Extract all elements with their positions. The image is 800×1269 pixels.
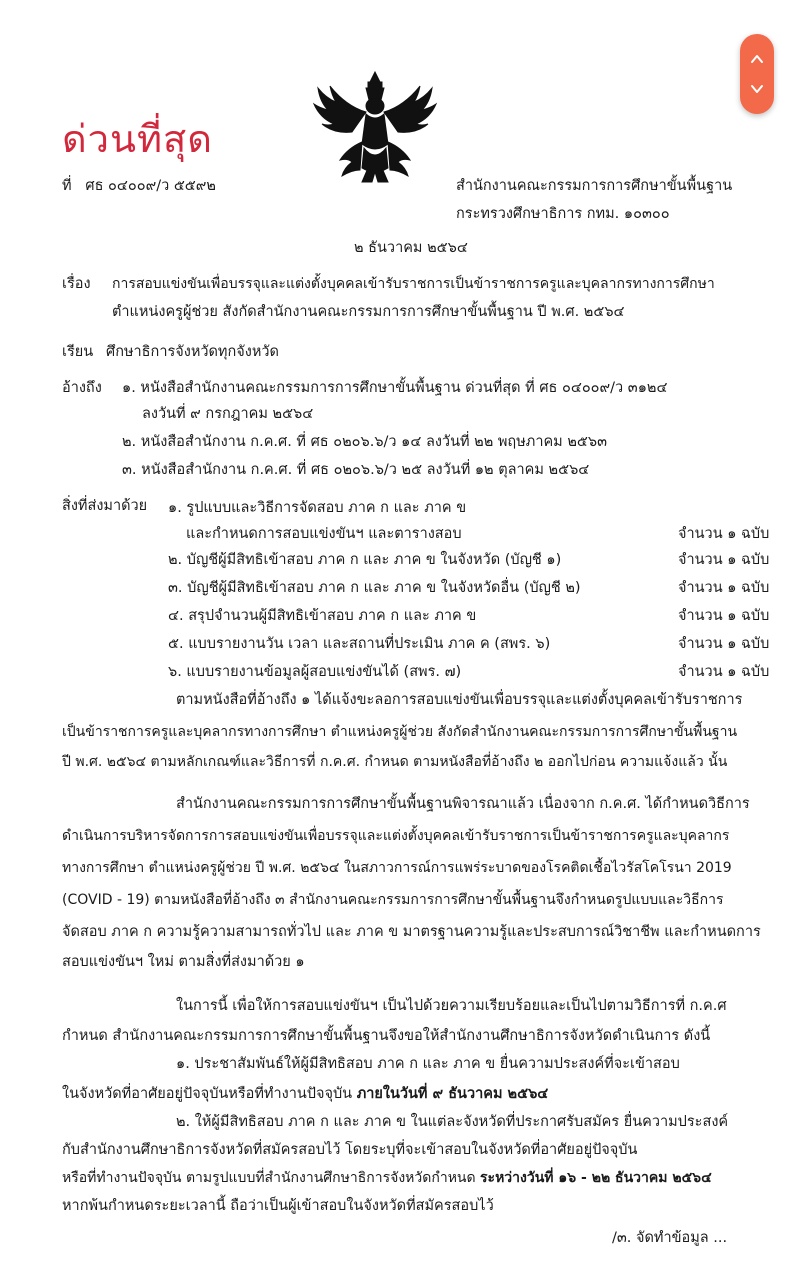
deadline-text: ภายในวันที่ ๙ ธันวาคม ๒๕๖๔ (356, 1086, 549, 1102)
salutation-label: เรียน (62, 344, 94, 360)
subject-line-2: ตำแหน่งครูผู้ช่วย สังกัดสำนักงานคณะกรรมการการศึกษาขั้นพื้นฐาน ปี พ.ศ. ๒๕๖๔ (112, 304, 625, 320)
body-paragraph-2-line: ทางการศึกษา ตำแหน่งครูผู้ช่วย ปี พ.ศ. ๒๕๖๔ ในสภาวการณ์การแพร่ระบาดของโรคติดเชื้อไวรัสโคโรนา 2019 (62, 860, 732, 876)
instruction-item-2-continued: กับสำนักงานศึกษาธิการจังหวัดที่สมัครสอบไว้ โดยระบุที่จะเข้าสอบในจังหวัดที่อาศัยอยู่ปัจจุบัน (62, 1142, 638, 1158)
office-name: สำนักงานคณะกรรมการการศึกษาขั้นพื้นฐาน (456, 178, 733, 194)
instruction-item-1: ๑. ประชาสัมพันธ์ให้ผู้มีสิทธิสอบ ภาค ก และ ภาค ข ยื่นความประสงค์ที่จะเข้าสอบ (176, 1056, 680, 1072)
instruction-text: หรือที่ทำงานปัจจุบัน ตามรูปแบบที่สำนักงานศึกษาธิการจังหวัดกำหนด (62, 1170, 481, 1186)
body-paragraph-3-line: กำหนด สำนักงานคณะกรรมการการศึกษาขั้นพื้นฐานจึงขอให้สำนักงานศึกษาธิการจังหวัดดำเนินการ ดังนี้ (62, 1028, 711, 1044)
attachments-label: สิ่งที่ส่งมาด้วย (62, 498, 148, 514)
body-paragraph-1-line: ปี พ.ศ. ๒๕๖๔ ตามหลักเกณฑ์และวิธีการที่ ก.ค.ศ. กำหนด ตามหนังสือที่อ้างถึง ๒ ออกไปก่อน ความแจ้งแล้ว นั้น (62, 754, 728, 770)
instruction-item-2-continued: หากพ้นกำหนดระยะเวลานี้ ถือว่าเป็นผู้เข้าสอบในจังหวัดที่สมัครสอบไว้ (62, 1198, 494, 1214)
garuda-emblem-icon (304, 68, 446, 186)
attachment-item: ๓. บัญชีผู้มีสิทธิเข้าสอบ ภาค ก และ ภาค ข ในจังหวัดอื่น (บัญชี ๒) (168, 580, 581, 596)
page-continuation: /๓. จัดทำข้อมูล ... (612, 1230, 728, 1246)
attachment-count: จำนวน ๑ ฉบับ (678, 526, 770, 542)
chevron-up-icon[interactable] (750, 52, 764, 66)
office-address: กระทรวงศึกษาธิการ กทม. ๑๐๓๐๐ (456, 206, 670, 222)
reference-item-3: ๓. หนังสือสำนักงาน ก.ค.ศ. ที่ ศธ ๐๒๐๖.๖/ว ๒๕ ลงวันที่ ๑๒ ตุลาคม ๒๕๖๔ (122, 462, 590, 478)
body-paragraph-2-line: สอบแข่งขันฯ ใหม่ ตามสิ่งที่ส่งมาด้วย ๑ (62, 954, 305, 970)
body-paragraph-2-line: สำนักงานคณะกรรมการการศึกษาขั้นพื้นฐานพิจารณาแล้ว เนื่องจาก ก.ค.ศ. ได้กำหนดวิธีการ (176, 796, 750, 812)
body-paragraph-2-line: ดำเนินการบริหารจัดการการสอบแข่งขันเพื่อบรรจุและแต่งตั้งบุคคลเข้ารับราชการเป็นข้าราชการครูและบุคลากร (62, 828, 730, 844)
subject-label: เรื่อง (62, 276, 91, 292)
chevron-down-icon[interactable] (750, 82, 764, 96)
body-paragraph-1-line: เป็นข้าราชการครูและบุคลากรทางการศึกษา ตำแหน่งครูผู้ช่วย สังกัดสำนักงานคณะกรรมการการศึกษาขั้นพื้นฐาน (62, 724, 738, 740)
attachment-count: จำนวน ๑ ฉบับ (678, 580, 770, 596)
subject-line-1: การสอบแข่งขันเพื่อบรรจุและแต่งตั้งบุคคลเข้ารับราชการเป็นข้าราชการครูและบุคลากรทางการศึกษา (112, 276, 715, 292)
attachment-item: ๔. สรุปจำนวนผู้มีสิทธิเข้าสอบ ภาค ก และ ภาค ข (168, 608, 477, 624)
attachment-item: และกำหนดการสอบแข่งขันฯ และตารางสอบ (186, 526, 462, 542)
instruction-text: ในจังหวัดที่อาศัยอยู่ปัจจุบันหรือที่ทำงานปัจจุบัน (62, 1086, 357, 1102)
attachment-item: ๑. รูปแบบและวิธีการจัดสอบ ภาค ก และ ภาค ข (168, 500, 467, 516)
body-paragraph-3-line: ในการนี้ เพื่อให้การสอบแข่งขันฯ เป็นไปด้วยความเรียบร้อยและเป็นไปตามวิธีการที่ ก.ค.ศ (176, 998, 727, 1014)
body-paragraph-2-line: (COVID - 19) ตามหนังสือที่อ้างถึง ๓ สำนักงานคณะกรรมการการศึกษาขั้นพื้นฐานจึงกำหนดรูปแบบและวิธีการ (62, 892, 724, 908)
reference-item-2: ๒. หนังสือสำนักงาน ก.ค.ศ. ที่ ศธ ๐๒๐๖.๖/ว ๑๔ ลงวันที่ ๒๒ พฤษภาคม ๒๕๖๓ (122, 434, 607, 450)
reference-item-1-date: ลงวันที่ ๙ กรกฎาคม ๒๕๖๔ (142, 406, 314, 422)
attachment-item: ๖. แบบรายงานข้อมูลผู้สอบแข่งขันได้ (สพร. ๗) (168, 664, 462, 680)
body-paragraph-1-line: ตามหนังสือที่อ้างถึง ๑ ได้แจ้งขะลอการสอบแข่งขันเพื่อบรรจุและแต่งตั้งบุคคลเข้ารับราชการ (176, 692, 743, 708)
instruction-item-2: ๒. ให้ผู้มีสิทธิสอบ ภาค ก และ ภาค ข ในแต่ละจังหวัดที่ประกาศรับสมัคร ยื่นความประสงค์ (176, 1114, 729, 1130)
document-date: ๒ ธันวาคม ๒๕๖๔ (354, 240, 468, 256)
attachment-item: ๒. บัญชีผู้มีสิทธิเข้าสอบ ภาค ก และ ภาค ข ในจังหวัด (บัญชี ๑) (168, 552, 562, 568)
salutation-text: ศึกษาธิการจังหวัดทุกจังหวัด (106, 344, 279, 360)
reference-label: ที่ (62, 178, 72, 194)
reference-number-line (62, 176, 216, 196)
attachment-count: จำนวน ๑ ฉบับ (678, 608, 770, 624)
reference-item-1: ๑. หนังสือสำนักงานคณะกรรมการการศึกษาขั้นพื้นฐาน ด่วนที่สุด ที่ ศธ ๐๔๐๐๙/ว ๓๑๒๔ (122, 380, 668, 396)
urgency-stamp: ด่วนที่สุด (62, 117, 213, 161)
scroll-buttons[interactable] (740, 34, 774, 114)
deadline-text: ระหว่างวันที่ ๑๖ - ๒๒ ธันวาคม ๒๕๖๔ (480, 1170, 712, 1186)
attachment-item: ๕. แบบรายงานวัน เวลา และสถานที่ประเมิน ภาค ค (สพร. ๖) (168, 636, 551, 652)
reference-number: ศธ ๐๔๐๐๙/ว ๕๕๙๒ (85, 178, 216, 194)
references-label: อ้างถึง (62, 380, 102, 396)
body-paragraph-2-line: จัดสอบ ภาค ก ความรู้ความสามารถทั่วไป และ ภาค ข มาตรฐานความรู้และประสบการณ์วิชาชีพ และกำหนดการ (62, 924, 761, 940)
attachment-count: จำนวน ๑ ฉบับ (678, 664, 770, 680)
attachment-count: จำนวน ๑ ฉบับ (678, 552, 770, 568)
attachment-count: จำนวน ๑ ฉบับ (678, 636, 770, 652)
